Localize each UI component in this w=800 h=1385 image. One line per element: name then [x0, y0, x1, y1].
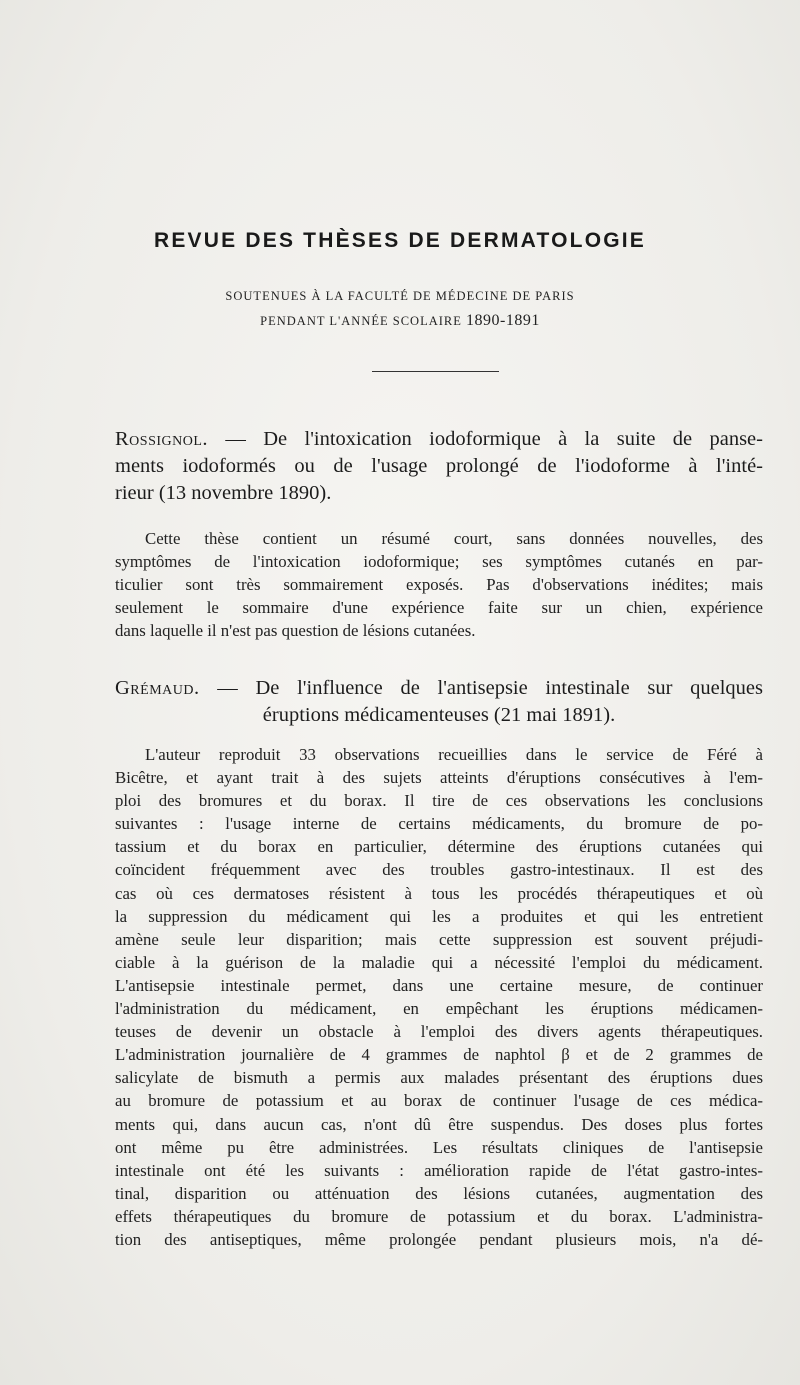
body-line: suivantes : l'usage interne de certains médicaments, du bromure de po- — [115, 814, 763, 834]
body-line: ploi des bromures et du borax. Il tire de ces observations les conclusions — [115, 791, 763, 811]
entry-heading-line: ments iodoformés ou de l'usage prolongé de l'iodoforme à l'inté- — [115, 455, 763, 477]
body-line: intestinale ont été les suivants : amélioration rapide de l'état gastro-intes- — [115, 1160, 763, 1180]
body-line: Cette thèse contient un résumé court, sans données nouvelles, des — [145, 529, 763, 548]
body-line: dans laquelle il n'est pas question de lésions cutanées. — [115, 621, 476, 641]
body-line: tassium et du borax en particulier, détermine des éruptions cutanées qui — [115, 837, 763, 857]
body-line: L'auteur reproduit 33 observations recueillies dans le service de Féré à — [145, 745, 763, 764]
entry-body-rossignol — [115, 527, 763, 642]
body-line: cas où ces dermatoses résistent à tous les procédés thérapeutiques et où — [115, 883, 763, 903]
body-line: L'antisepsie intestinale permet, dans une certaine mesure, de continuer — [115, 975, 763, 995]
subtitle-year-text: PENDANT L'ANNÉE SCOLAIRE — [260, 314, 462, 328]
body-line: tinal, disparition ou atténuation des lésions cutanées, augmentation des — [115, 1183, 763, 1203]
main-title: REVUE DES THÈSES DE DERMATOLOGIE — [153, 229, 647, 252]
entry-author: Rossignol. — [115, 428, 209, 450]
subtitle-year: 1890-1891 — [466, 312, 540, 329]
entry-heading-rossignol — [115, 426, 763, 507]
entry-body-gremaud — [115, 743, 763, 1251]
entry-heading-line — [115, 675, 763, 702]
body-line: coïncident fréquemment avec des troubles gastro-intestinaux. Il est des — [115, 860, 763, 880]
body-line: salicylate de bismuth a permis aux malades présentant des éruptions dues — [115, 1068, 763, 1088]
body-line: au bromure de potassium et au borax de continuer l'usage de ces médica- — [115, 1091, 763, 1111]
body-line: ments qui, dans aucun cas, n'ont dû être suspendus. Des doses plus fortes — [115, 1114, 763, 1134]
subtitle-faculty: SOUTENUES À LA FACULTÉ DE MÉDECINE DE PARIS — [225, 289, 575, 303]
entry-heading-gremaud — [115, 675, 763, 729]
entry-heading-line: éruptions médicamenteuses (21 mai 1891). — [262, 704, 616, 726]
section-divider — [372, 371, 499, 372]
entry-heading-line: rieur (13 novembre 1890). — [115, 482, 332, 504]
entry-heading-line — [115, 426, 763, 453]
body-line: Bicêtre, et ayant trait à des sujets atteints d'éruptions consécutives à l'em- — [115, 768, 763, 788]
body-line: ont même pu être administrées. Les résultats cliniques de l'antisepsie — [115, 1137, 763, 1157]
body-line: effets thérapeutiques du bromure de potassium et du borax. L'administra- — [115, 1206, 763, 1226]
entry-title-segment: — De l'influence de l'antisepsie intestinale sur quelques — [199, 677, 763, 699]
body-line: symptômes de l'intoxication iodoformique; ses symptômes cutanés en par- — [115, 552, 763, 572]
entry-title-segment: — De l'intoxication iodoformique à la suite de panse- — [208, 428, 763, 450]
body-line: la suppression du médicament qui les a produites et qui les entretient — [115, 906, 763, 926]
body-line: amène seule leur disparition; mais cette suppression est souvent préjudi- — [115, 929, 763, 949]
body-line: seulement le sommaire d'une expérience faite sur un chien, expérience — [115, 598, 763, 618]
entry-author: Grémaud. — [115, 677, 200, 699]
body-line: tion des antiseptiques, même prolongée pendant plusieurs mois, n'a dé- — [115, 1229, 763, 1249]
body-line: l'administration du médicament, en empêchant les éruptions médicamen- — [115, 999, 763, 1019]
subtitle-year-line — [0, 312, 800, 330]
body-line: ticulier sont très sommairement exposés. Pas d'observations inédites; mais — [115, 575, 763, 595]
body-line: ciable à la guérison de la maladie qui a nécessité l'emploi du médicament. — [115, 952, 763, 972]
body-line: L'administration journalière de 4 grammes de naphtol β et de 2 grammes de — [115, 1045, 763, 1065]
body-line: teuses de devenir un obstacle à l'emploi des divers agents thérapeutiques. — [115, 1022, 763, 1042]
